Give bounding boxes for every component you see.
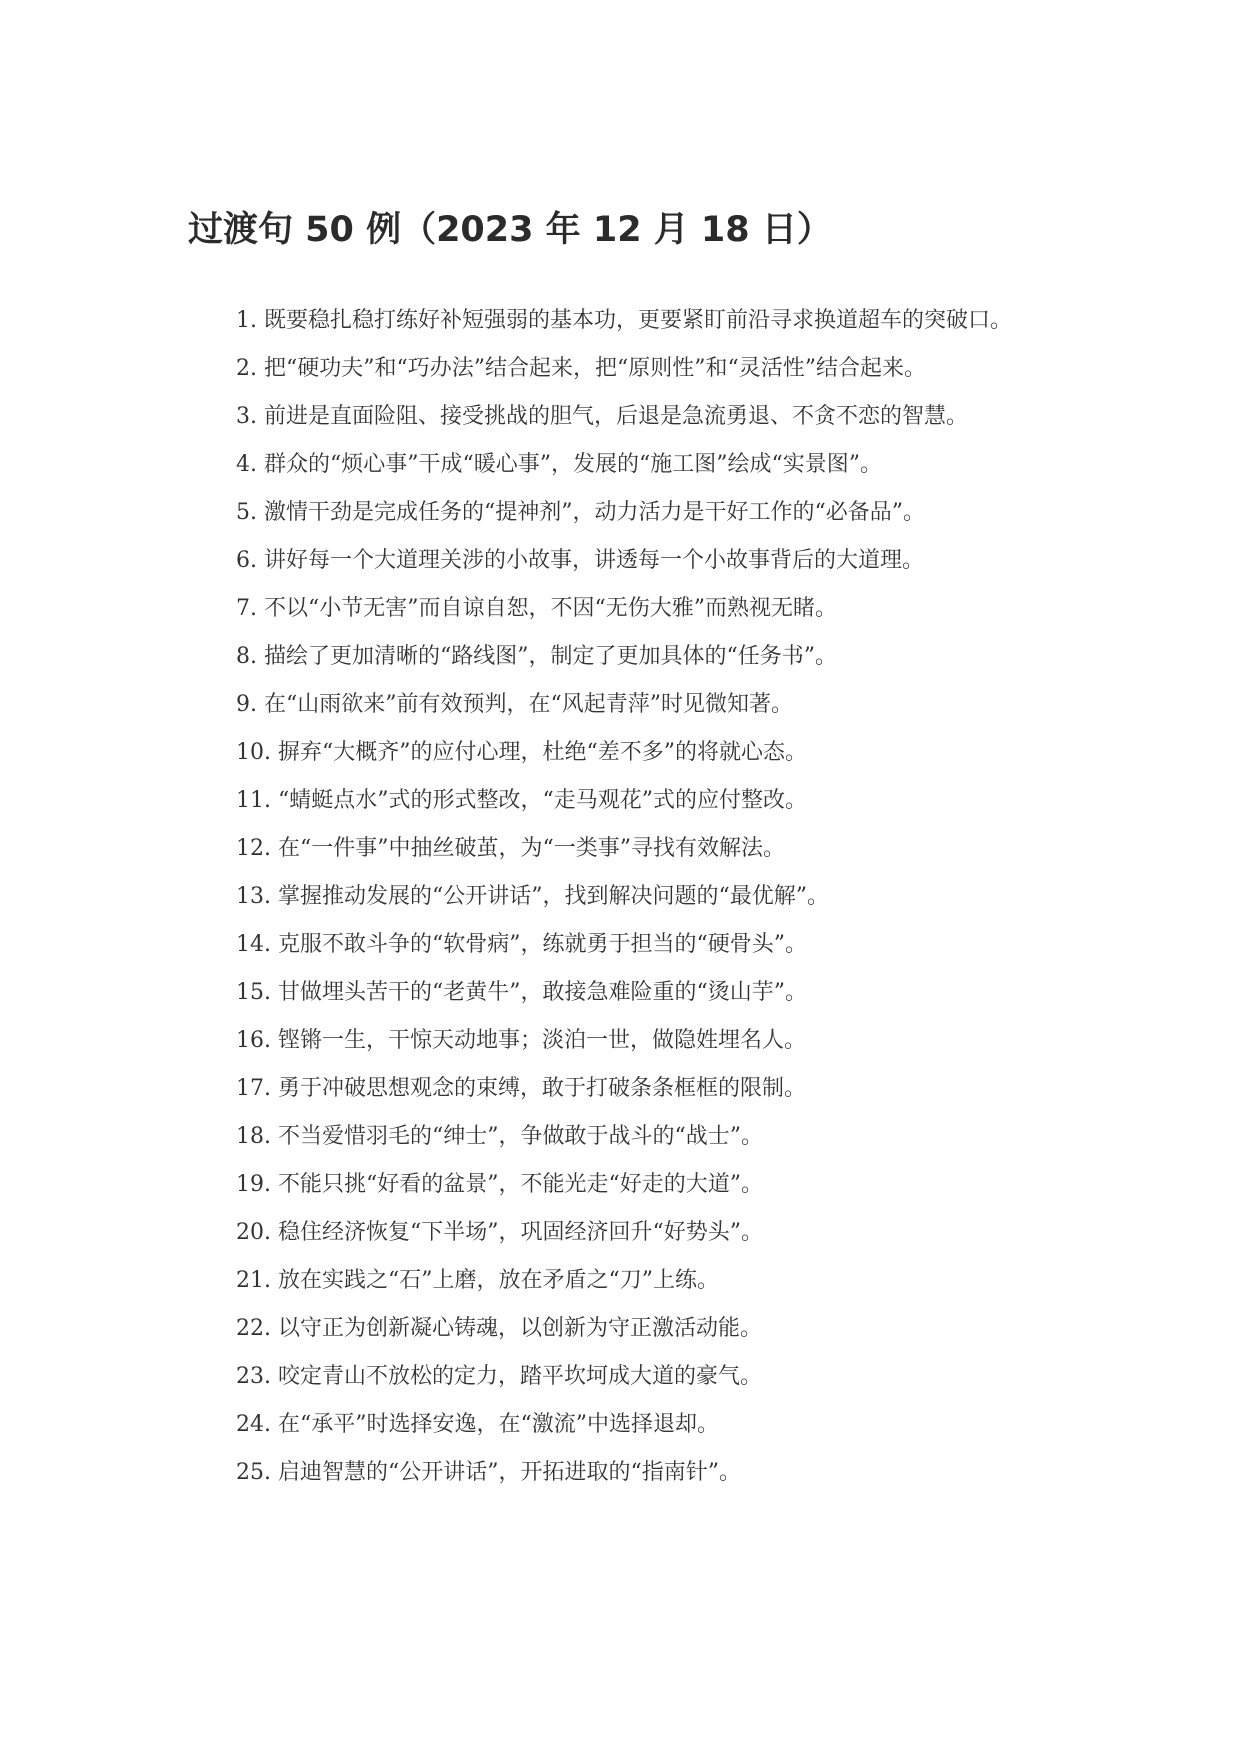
list-item: 13. 掌握推动发展的“公开讲话”，找到解决问题的“最优解”。: [236, 884, 829, 909]
list-item: 7. 不以“小节无害”而自谅自恕，不因“无伤大雅”而熟视无睹。: [236, 596, 837, 621]
list-item: 14. 克服不敢斗争的“软骨病”，练就勇于担当的“硬骨头”。: [236, 932, 807, 957]
list-item: 2. 把“硬功夫”和“巧办法”结合起来，把“原则性”和“灵活性”结合起来。: [236, 356, 926, 381]
list-item: 8. 描绘了更加清晰的“路线图”，制定了更加具体的“任务书”。: [236, 644, 837, 669]
list-item: 23. 咬定青山不放松的定力，踏平坎坷成大道的豪气。: [236, 1364, 762, 1389]
list-item: 21. 放在实践之“石”上磨，放在矛盾之“刀”上练。: [236, 1268, 719, 1293]
list-item: 9. 在“山雨欲来”前有效预判，在“风起青萍”时见微知著。: [236, 692, 793, 717]
list-item: 17. 勇于冲破思想观念的束缚，敢于打破条条框框的限制。: [236, 1076, 806, 1101]
list-item: 20. 稳住经济恢复“下半场”，巩固经济回升“好势头”。: [236, 1220, 763, 1245]
list-item: 12. 在“一件事”中抽丝破茧，为“一类事”寻找有效解法。: [236, 836, 785, 861]
list-item: 4. 群众的“烦心事”干成“暖心事”，发展的“施工图”绘成“实景图”。: [236, 452, 882, 477]
list-item: 11. “蜻蜓点水”式的形式整改，“走马观花”式的应付整改。: [236, 788, 807, 813]
list-item: 18. 不当爱惜羽毛的“绅士”，争做敢于战斗的“战士”。: [236, 1124, 763, 1149]
sentence-list: [188, 304, 1053, 1504]
list-item: 15. 甘做埋头苦干的“老黄牛”，敢接急难险重的“烫山芋”。: [236, 980, 807, 1005]
list-item: 22. 以守正为创新凝心铸魂，以创新为守正激活动能。: [236, 1316, 762, 1341]
list-item: 6. 讲好每一个大道理关涉的小故事，讲透每一个小故事背后的大道理。: [236, 548, 924, 573]
list-item: 16. 铿锵一生，干惊天动地事；淡泊一世，做隐姓埋名人。: [236, 1028, 806, 1053]
document-title: 过渡句 50 例（2023 年 12 月 18 日）: [188, 210, 832, 250]
list-item: 10. 摒弃“大概齐”的应付心理，杜绝“差不多”的将就心态。: [236, 740, 807, 765]
list-item: 1. 既要稳扎稳打练好补短强弱的基本功，更要紧盯前沿寻求换道超车的突破口。: [236, 308, 1012, 333]
list-item: 24. 在“承平”时选择安逸，在“激流”中选择退却。: [236, 1412, 719, 1437]
list-item: 25. 启迪智慧的“公开讲话”，开拓进取的“指南针”。: [236, 1460, 741, 1485]
list-item: 19. 不能只挑“好看的盆景”，不能光走“好走的大道”。: [236, 1172, 763, 1197]
list-item: 5. 激情干劲是完成任务的“提神剂”，动力活力是干好工作的“必备品”。: [236, 500, 925, 525]
list-item: 3. 前进是直面险阻、接受挑战的胆气，后退是急流勇退、不贪不恋的智慧。: [236, 404, 968, 429]
